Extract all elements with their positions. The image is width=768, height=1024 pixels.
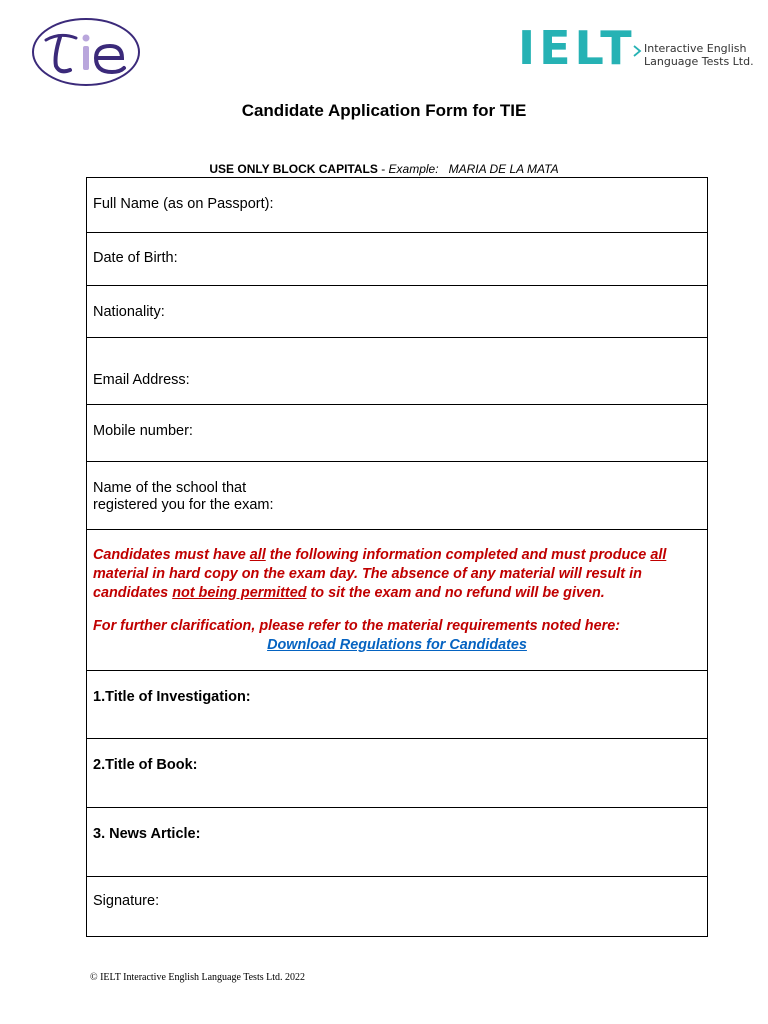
notice-section xyxy=(87,530,707,671)
school-label: Name of the school that registered you for the exam: xyxy=(93,480,274,513)
mobile-label: Mobile number: xyxy=(93,423,193,439)
chevron-right-icon xyxy=(632,44,642,58)
footer-copyright: © IELT Interactive English Language Tests Ltd. 2022 xyxy=(90,972,305,983)
signature-label: Signature: xyxy=(93,893,160,909)
ielt-logo-tagline: Interactive English Language Tests Ltd. xyxy=(644,42,754,68)
clarification-text: For further clarification, please refer to the material requirements noted here: xyxy=(93,618,620,634)
example-label: Example: xyxy=(388,162,439,176)
tie-logo xyxy=(30,16,142,88)
ielt-logo xyxy=(518,22,758,78)
news-article-field[interactable] xyxy=(87,808,707,877)
instruction-bold: USE ONLY BLOCK CAPITALS xyxy=(209,162,378,176)
notice-paragraph: Candidates must have all the following information completed and must produce all material in hard copy on the exam day. The absence of any material will result in candidates not being permitted to sit the exam and no refund will be given. xyxy=(93,547,667,601)
book-field[interactable] xyxy=(87,739,707,808)
full-name-field[interactable] xyxy=(87,178,707,233)
investigation-label: 1.Title of Investigation: xyxy=(93,689,251,705)
tie-logo-graphic xyxy=(30,16,142,88)
book-label: 2.Title of Book: xyxy=(93,757,198,773)
example-value: MARIA DE LA MATA xyxy=(448,162,559,176)
full-name-label: Full Name (as on Passport): xyxy=(93,196,274,212)
download-regulations-link[interactable]: Download Regulations for Candidates xyxy=(267,637,527,653)
investigation-field[interactable] xyxy=(87,671,707,739)
ielt-logo-word: IELT xyxy=(518,21,636,75)
news-article-label: 3. News Article: xyxy=(93,826,201,842)
mobile-field[interactable] xyxy=(87,405,707,462)
nationality-field[interactable] xyxy=(87,286,707,338)
school-field[interactable] xyxy=(87,462,707,530)
signature-field[interactable] xyxy=(87,877,707,936)
email-field[interactable] xyxy=(87,338,707,405)
date-of-birth-field[interactable] xyxy=(87,233,707,286)
date-of-birth-label: Date of Birth: xyxy=(93,250,178,266)
application-form xyxy=(86,177,708,937)
instruction-line: USE ONLY BLOCK CAPITALS - Example: MARIA DE LA MATA xyxy=(209,162,559,176)
form-title: Candidate Application Form for TIE xyxy=(241,101,527,120)
email-label: Email Address: xyxy=(93,372,190,388)
nationality-label: Nationality: xyxy=(93,304,165,320)
